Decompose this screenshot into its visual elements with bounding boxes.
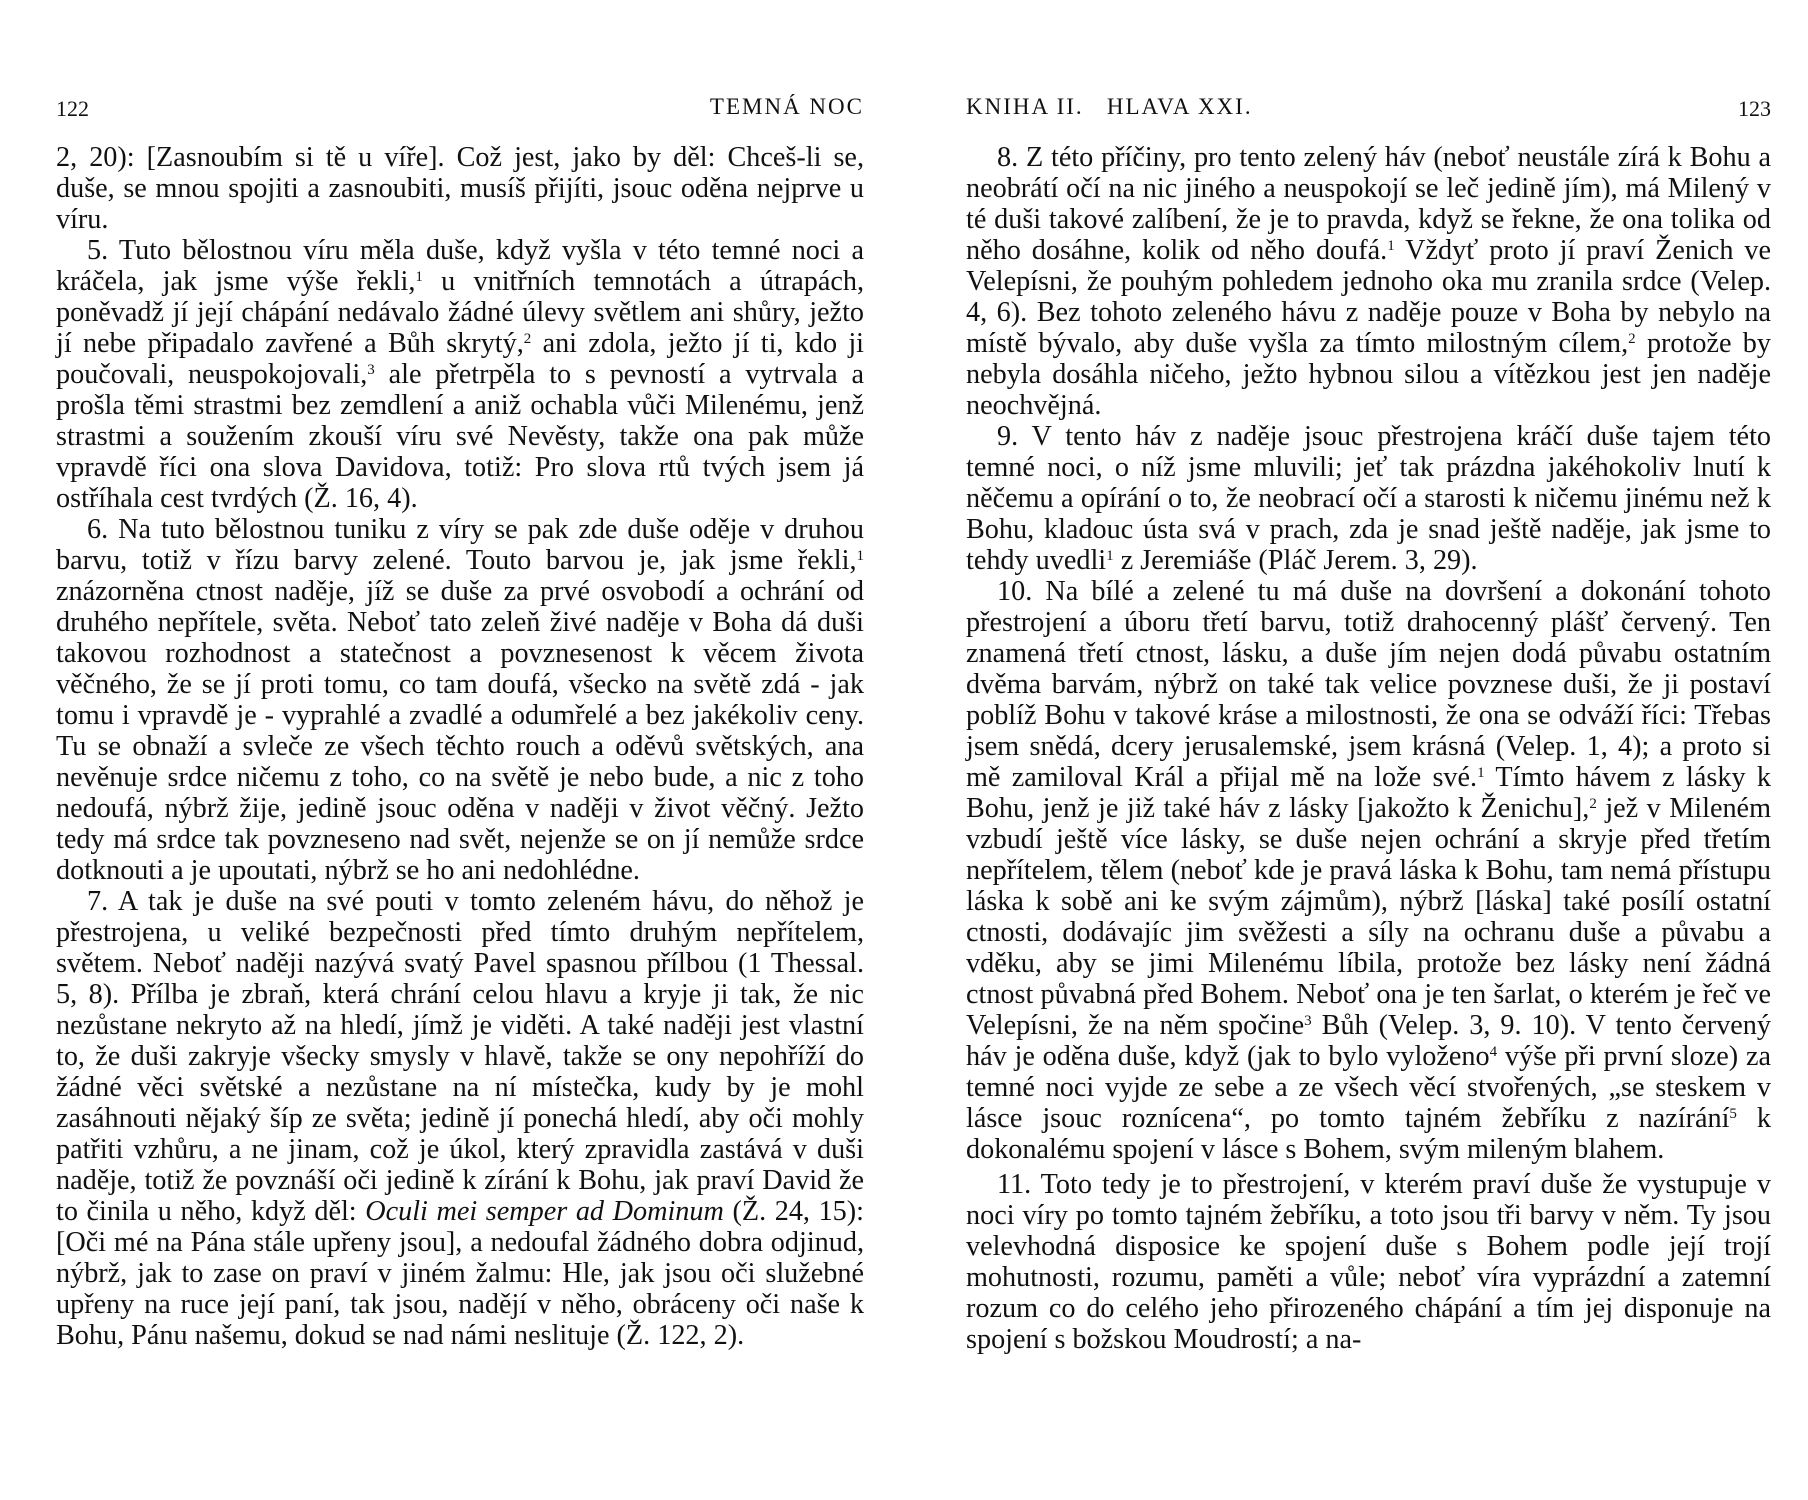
page-number: 123 bbox=[1738, 96, 1771, 121]
footnote-marker: 1 bbox=[1106, 548, 1114, 564]
paragraph: 7. A tak je duše na své pouti v tomto zeleném hávu, do něhož je přestrojena, u veliké bezpečnosti před tímto druhým nepřítelem, světem. Neboť naději nazývá svatý Pavel spasnou přílbou (1 Thessal. 5, 8). Přílba je zbraň, která chrání celou hlavu a kryje ji tak, že nic nezůstane nekryto až na hledí, jímž je viděti. A také naději jest vlastní to, že duši zakryje všecky smysly v hlavě, takže se ony nepohříží do žádné věci světské a nezůstane na ní místečka, kudy by je mohl zasáhnouti nějaký šíp ze světa; jedině jí ponechá hledí, aby oči mohly patřiti vzhůru, a ne jinam, což je úkol, který zpravidla zastává v duši naděje, totiž že povznáší oči jedině k zírání k Bohu, jak praví David že to činila u něho, když děl: Oculi mei semper ad Dominum (Ž. 24, 15): [Oči mé na Pána stále upřeny jsou], a nedoufal žádného dobra odjinud, nýbrž, jak to zase on praví v jiném žalmu: Hle, jak jsou oči služebné upřeny na ruce její paní, tak jsou, nadějí v něho, obráceny oči naše k Bohu, Pánu našemu, dokud se nad námi neslituje (Ž. 122, 2). bbox=[56, 886, 864, 1351]
right-page bbox=[966, 0, 1771, 1500]
footnote-marker: 1 bbox=[1387, 238, 1395, 254]
footnote-marker: 4 bbox=[1489, 1044, 1498, 1060]
paragraph: 5. Tuto bělostnou víru měla duše, když vyšla v této temné noci a kráčela, jak jsme výše řekli,$^1$ u vnitřních temnotách a útrapách, poněvadž jí její chápání nedávalo žádné úlevy světlem ani shůry, ježto jí nebe připadalo zavřené a Bůh skrytý,$^2$ ani zdola, ježto jí ti, kdo ji poučovali, neuspokojovali,$^3$ ale přetrpěla to s pevností a vytrvala a prošla těmi strastmi bez zemdlení a aniž ochabla vůči Milenému, jenž strastmi a soužením zkouší víru své Nevěsty, takže ona pak může vpravdě říci ona slova Davidova, totiž: Pro slova rtů tvých jsem já ostříhala cest tvrdých (Ž. 16, 4). bbox=[56, 235, 864, 514]
running-head: KNIHA II. HLAVA XXI. bbox=[966, 94, 1253, 119]
footnote-marker: 3 bbox=[367, 362, 375, 378]
paragraph: 8. Z této příčiny, pro tento zelený háv (neboť neustále zírá k Bohu a neobrátí očí na nic jiného a neuspokojí se leč jedině jím), má Milený v té duši takové zalíbení, že je to pravda, když se řekne, že ona tolika od něho dosáhne, kolik od něho doufá.$^1$ Vždyť proto jí praví Ženich ve Velepísni, že pouhým pohledem jednoho oka mu zranila srdce (Velep. 4, 6). Bez tohoto zeleného hávu z naděje pouze v Boha by nebylo na místě bývalo, aby duše vyšla za tímto milostným cílem,$^2$ protože by nebyla dosáhla ničeho, ježto hybnou silou a vítězkou jest jen naděje neochvějná. bbox=[966, 142, 1772, 421]
footnote-marker: 1 bbox=[415, 269, 423, 285]
page-number: 122 bbox=[56, 96, 89, 121]
footnote-marker: 2 bbox=[523, 331, 532, 347]
latin-quote: Oculi mei semper ad Dominum bbox=[365, 1196, 724, 1227]
left-page bbox=[56, 0, 864, 1500]
right-page-header bbox=[966, 90, 1771, 126]
footnote-marker: 5 bbox=[1729, 1106, 1737, 1122]
footnote-marker: 1 bbox=[1477, 765, 1485, 781]
left-page-text bbox=[56, 142, 864, 1351]
footnote-marker: 3 bbox=[1304, 1013, 1312, 1029]
left-page-header bbox=[56, 90, 864, 126]
paragraph: 11. Toto tedy je to přestrojení, v kterém praví duše že vystupuje v noci víry po tomto tajném žebříku, a toto jsou tři barvy v něm. Ty jsou velevhodná disposice ke spojení duše s Bohem podle její trojí mohutnosti, rozumu, paměti a vůle; neboť víra vyprázdní a zatemní rozum co do celého jeho přirozeného chápání a tím jej disponuje na spojení s božskou Moudrostí; a na- bbox=[966, 1169, 1771, 1355]
footnote-marker: 2 bbox=[1628, 331, 1636, 347]
paragraph: 9. V tento háv z naděje jsouc přestrojena kráčí duše tajem této temné noci, o níž jsme mluvili; jeť tak prázdna jakéhokoliv lnutí k něčemu a opírání o to, že neobrací očí a starosti k ničemu jinému než k Bohu, kladouc ústa svá v prach, zda je snad ještě naděje, jak jsme to tehdy uvedli$^1$ z Jeremiáše (Pláč Jerem. 3, 29). bbox=[966, 421, 1771, 576]
paragraph: 2, 20): [Zasnoubím si tě u víře]. Což jest, jako by děl: Chceš-li se, duše, se mnou spojiti a zasnoubiti, musíš přijíti, jsouc oděna nejprve u víru. bbox=[56, 142, 864, 235]
footnote-marker: 1 bbox=[856, 548, 864, 564]
footnote-marker: 2 bbox=[1589, 796, 1597, 812]
paragraph: 10. Na bílé a zelené tu má duše na dovršení a dokonání tohoto přestrojení a úboru třetí barvu, totiž drahocenný plášť červený. Ten znamená třetí ctnost, lásku, a duše jím nejen dodá půvabu ostatním dvěma barvám, nýbrž on také tak velice povznese duši, že ji postaví poblíž Bohu v takové kráse a milostnosti, že ona se odváží říci: Třebas jsem snědá, dcery jerusalemské, jsem krásná (Velep. 1, 4); a proto si mě zamiloval Král a přijal mě na lože své.$^1$ Tímto hávem z lásky k Bohu, jenž je již také háv z lásky [jakožto k Ženichu],$^2$ jež v Mileném vzbudí ještě více lásky, se duše nejen ochrání a skryje před třetím nepřítelem, tělem (neboť kde je pravá láska k Bohu, tam nemá přístupu láska k sobě ani ke svým zájmům), nýbrž [láska] také posílí ostatní ctnosti, dodávajíc jim svěžesti a síly na ochranu duše a půvabu a vděku, aby se jimi Milenému líbila, protože bez lásky není žádná ctnost půvabná před Bohem. Neboť ona je ten šarlat, o kterém je řeč ve Velepísni, že na něm spočine$^3$ Bůh (Velep. 3, 9. 10). V tento červený háv je oděna duše, když (jak to bylo vyloženo$^4$ výše při první sloze) za temné noci vyjde ze sebe a ze všech věcí stvořených, „se steskem v lásce jsouc roznícena“, po tomto tajném žebříku z nazírání$^5$ k dokonalému spojení v lásce s Bohem, svým mileným blahem. bbox=[966, 576, 1771, 1165]
right-page-text bbox=[966, 142, 1771, 1355]
paragraph: 6. Na tuto bělostnou tuniku z víry se pak zde duše oděje v druhou barvu, totiž v řízu barvy zelené. Touto barvou je, jak jsme řekli,$^1$ znázorněna ctnost naděje, jíž se duše za prvé osvobodí a ochrání od druhého nepřítele, světa. Neboť tato zeleň živé naděje v Boha dá duši takovou rozhodnost a statečnost a povznesenost k věcem života věčného, že se jí proti tomu, co tam doufá, všecko na světě zdá - jak tomu i vpravdě je - vyprahlé a zvadlé a odumřelé a bez jakékoliv ceny. Tu se obnaží a svleče ze všech těchto rouch a oděvů světských, ana nevěnuje srdce ničemu z toho, co na světě je nebo bude, a nic z toho nedoufá, nýbrž žije, jedině jsouc oděna v naději v život věčný. Ježto tedy má srdce tak povzneseno nad svět, nejenže se on jí nemůže srdce dotknouti a je upoutati, nýbrž se ho ani nedohlédne. bbox=[56, 514, 864, 886]
running-head: TEMNÁ NOC bbox=[709, 94, 864, 119]
